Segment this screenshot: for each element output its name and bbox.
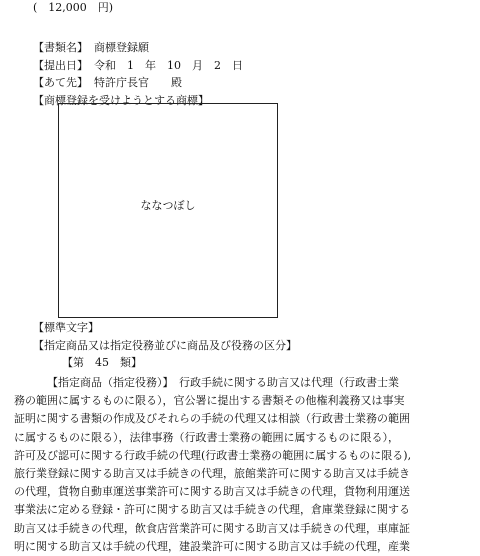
doc-type-value: 商標登録願 <box>94 41 149 54</box>
addressee-value: 特許庁長官 殿 <box>94 76 182 89</box>
addressee-label: 【あて先】 <box>33 76 88 89</box>
fee-amount: ( 12,000 円) <box>33 1 114 14</box>
body-line: 証明に関する書類の作成及びそれらの手続の代理又は相談（行政書士業務の範囲 <box>14 412 410 426</box>
designated-goods-heading: 【指定商品又は指定役務並びに商品及び役務の区分】 <box>33 339 297 352</box>
designated-services-text <box>14 374 474 556</box>
body-line: 許可及び認可に関する行政手続の代理(行政書士業務の範囲に属するものに限る), <box>14 448 412 462</box>
body-line: 明に関する助言又は手続の代理，建設業許可に関する助言又は手続の代理，産業 <box>14 539 410 553</box>
body-line: 務の範囲に属するものに限る），官公署に提出する書類その他権利義務又は事実 <box>14 394 405 408</box>
filing-date-label: 【提出日】 <box>33 59 88 72</box>
body-line: 旅行業登録に関する助言又は手続きの代理，旅館業許可に関する助言又は手続き <box>14 466 410 480</box>
body-line: 【指定商品（指定役務）】 行政手続に関する助言又は代理（行政書士業 <box>47 376 399 389</box>
doc-type-field <box>33 41 149 55</box>
doc-type-label: 【書類名】 <box>33 41 88 54</box>
addressee-field <box>33 76 182 90</box>
body-line: の代理，貨物自動車運送事業許可に関する助言又は手続きの代理，貨物利用運送 <box>14 485 410 499</box>
mark-heading-label: 【商標登録を受けようとする商標】 <box>33 94 209 107</box>
standard-characters-label: 【標準文字】 <box>33 321 99 334</box>
trademark-box <box>58 103 278 318</box>
body-line: 事業法に定める登録・許可に関する助言又は手続きの代理，倉庫業登録に関する <box>14 503 410 517</box>
body-line: 助言又は手続きの代理，飲食店営業許可に関する助言又は手続きの代理，車庫証 <box>14 521 410 535</box>
trademark-text: ななつぼし <box>140 199 196 212</box>
class-number: 【第 45 類】 <box>62 356 142 369</box>
filing-date-value: 令和 1 年 10 月 2 日 <box>94 59 243 72</box>
filing-date-field <box>33 59 243 73</box>
body-line: に属するものに限る），法律事務（行政書士業務の範囲に属するものに限る）， <box>14 430 399 444</box>
